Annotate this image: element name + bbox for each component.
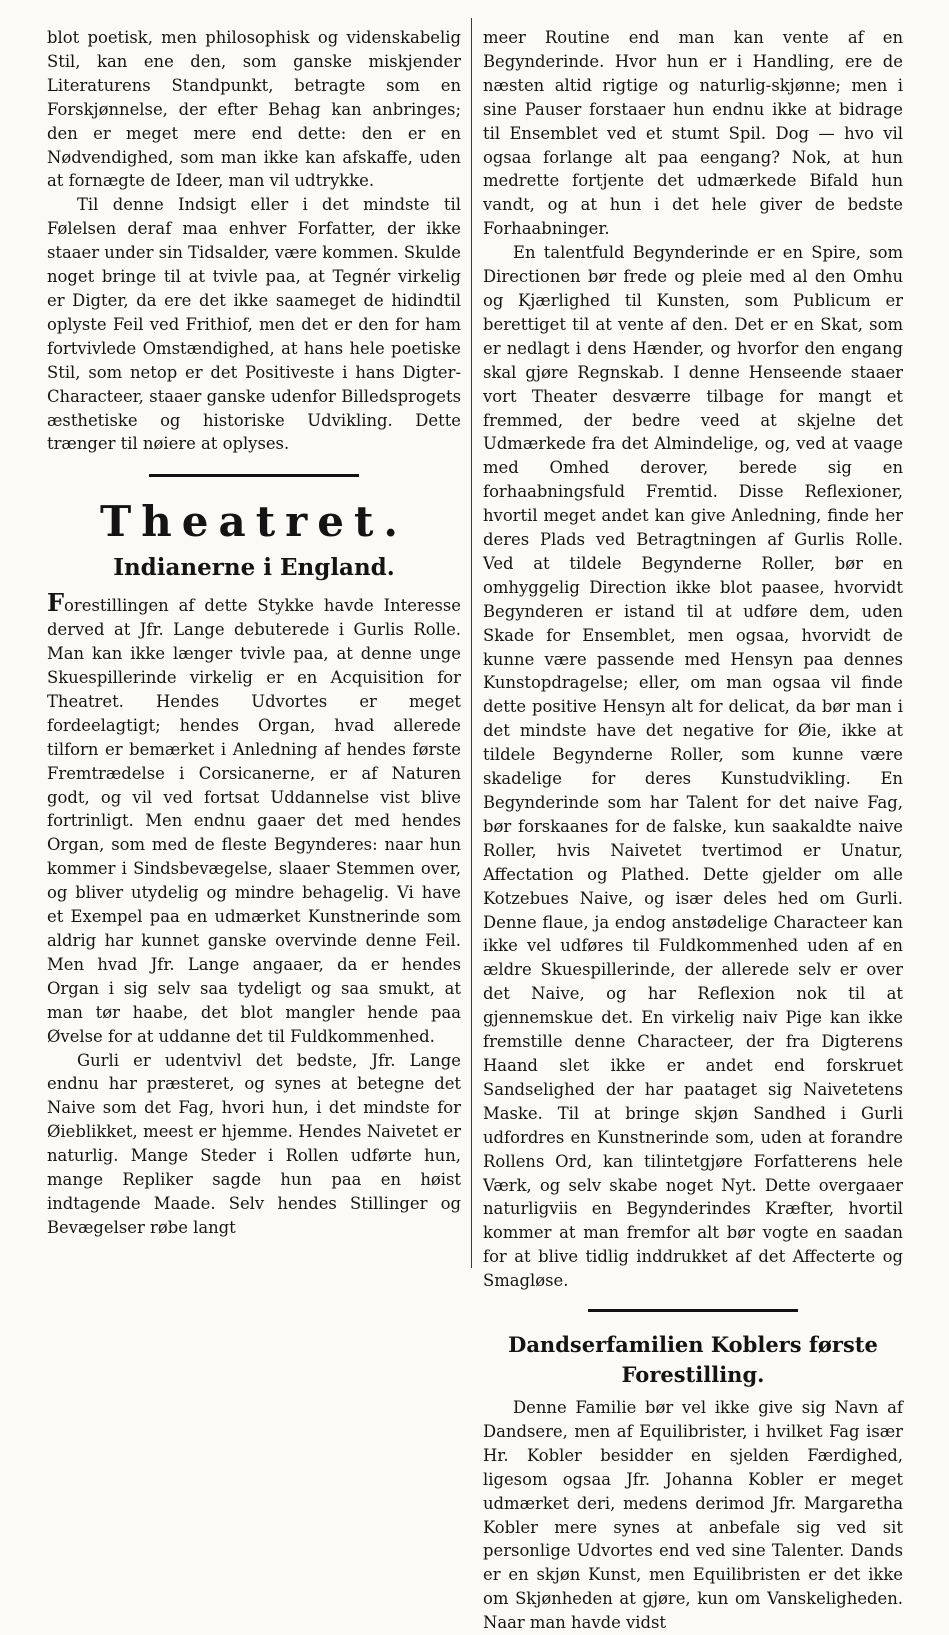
left-column [47, 26, 461, 1270]
section-heading-theatre: Theatret. [100, 497, 408, 547]
right-column [483, 26, 903, 1633]
left-paragraph-2: Til denne Indsigt eller i det mindste til Følelsen deraf maa enhver Forfatter, der ikke staaer under sin Tidsalder, være kommen. Skulde noget bringe til at tvivle paa, at Tegnér virkelig er Digter, da ere det ikke saameget de hidindtil oplyste Feil ved Frithiof, men det er den for ham fortvivlede Omstændighed, at hans hele poetiske Stil, som netop er det Positiveste i hans Digter-Characteer, staaer ganske udenfor Billedsprogets æsthetiske og historiske Udvikling. Dette trænger til nøiere at oplyses. [47, 195, 461, 454]
column-divider [471, 18, 472, 1268]
play-title: Indianerne i England. [113, 554, 395, 582]
drop-cap: F [47, 588, 65, 618]
right-paragraph-2: En talentfuld Begynderinde er en Spire, som Directionen bør frede og pleie med al den Omhu og Kjærlighed til Kunsten, som Publicum er berettiget til at vente af den. Det er en Skat, som er nedlagt i dens Hænder, og hvorfor den engang skal gjøre Regnskab. I denne Henseende staaer vort Theater desværre tilbage for mangt et fremmed, der bedre veed at skjelne det Udmærkede fra det Almindelige, og, ved at vaage med Omhed derover, berede sig en forhaabningsfuld Fremtid. Disse Reflexioner, hvortil meget andet kan give Anledning, finde her deres Plads ved Betragtningen af Gurlis Rolle. Ved at tildele Begynderne Roller, bør en omhyggelig Direction ikke blot paasee, hvorvidt Begynderen er istand til at udføre dem, uden Skade for Ensemblet, men ogsaa, hvorvidt de kunne være passende med Hensyn paa dennes Kunstopdragelse; eller, om man ogsaa vil finde dette positive Hensyn alt for delicat, da bør man i det mindste have det negative for Øie, ikke at tildele Begynderne Roller, som kunne være skadelige for deres Kunstudvikling. En Begynderinde som har Talent for det naive Fag, bør forskaanes for de falske, kun saakaldte naive Roller, hvis Naivetet tvertimod er Unatur, Affectation og Plathed. Dette gjelder om alle Kotzebues Naive, og især deles hed om Gurli. Denne flaue, ja endog anstødelige Characteer kan ikke vel udføres til Fuldkommenhed uden af en ældre Skuespillerinde, der allerede selv er over det Naive, og har Reflexion nok til at gjennemskue det. En virkelig naiv Pige kan ikke fremstille denne Characteer, der fra Digterens Haand slet ikke er andet end forskruet Sandselighed der har paataget sig Naivetetens Maske. Til at bringe skjøn Sandhed i Gurli udfordres en Kunstnerinde som, uden at forandre Rollens Ord, kan tilintetgjøre Forfatterens hele Værk, og selv skabe noget Nyt. Dette overgaaer naturligviis en Begynderindes Kræfter, hvortil kommer at man fremfor alt bør vogte en saadan for at blive tidlig inddrukket af det Affecterte og Smagløse. [483, 243, 903, 1291]
article-rule [588, 1309, 798, 1312]
section-rule [149, 474, 359, 477]
left-paragraph-3 [47, 588, 461, 1048]
left-paragraph-4: Gurli er udentvivl det bedste, Jfr. Lange endnu har præsteret, og synes at betegne det Naive som det Fag, hvori hun, i det mindste for Øieblikket, meest er hjemme. Hendes Naivetet er naturlig. Mange Steder i Rollen udførte hun, mange Repliker sagde hun paa en høist indtagende Maade. Selv hendes Stillinger og Bevægelser røbe langt [47, 1050, 461, 1237]
left-paragraph-3-text: orestillingen af dette Stykke havde Interesse derved at Jfr. Lange debuterede i Gurlis Rolle. Man kan ikke længer tvivle paa, at denne unge Skuespillerinde virkelig er en Acquisition for Theatret. Hendes Udvortes er meget fordeelagtigt; hendes Organ, hvad allerede tilforn er bemærket i Anledning af hendes første Fremtrædelse i Corsicanerne, er af Naturen godt, og vil ved fortsat Uddannelse vist blive fortrinligt. Men endnu gaaer det med hendes Organ, som med de fleste Begynderes: naar hun kommer i Sindsbevægelse, slaaer Stemmen over, og bliver utydelig og mindre behagelig. Vi have et Exempel paa en udmærket Kunstnerinde som aldrig har kunnet ganske overvinde denne Feil. Men hvad Jfr. Lange angaaer, da er hendes Organ i sig selv saa tydeligt og saa smukt, at man tør haabe, det blot mangler hende paa Øvelse for at uddanne det til Fuldkommenhed. [47, 596, 461, 1046]
article-heading-koblers: Dandserfamilien Koblers første Forestilling. [508, 1332, 878, 1388]
right-paragraph-3: Denne Familie bør vel ikke give sig Navn af Dandsere, men af Equilibrister, i hvilket Fag især Hr. Kobler besidder en sjelden Færdighed, ligesom ogsaa Jfr. Johanna Kobler er meget udmærket deri, medens derimod Jfr. Margaretha Kobler mere synes at anbefale sig ved sit personlige Udvortes end ved sine Talenter. Dands er en skjøn Kunst, men Equilibristen er det ikke om Skjønheden at gjøre, kun om Vanskeligheden. Naar man havde vidst [483, 1398, 903, 1633]
left-paragraph-1: blot poetisk, men philosophisk og videnskabelig Stil, kan ene den, som ganske miskjender Literaturens Standpunkt, betragte som en Forskjønnelse, der efter Behag kan anbringes; den er meget mere end dette: den er en Nødvendighed, som man ikke kan afskaffe, uden at fornægte de Ideer, man vil udtrykke. [47, 28, 461, 191]
right-paragraph-1: meer Routine end man kan vente af en Begynderinde. Hvor hun er i Handling, ere de næsten altid rigtige og naturlig-skjønne; men i sine Pauser forstaaer hun endnu ikke at bidrage til Ensemblet ved et stumt Spil. Dog — hvo vil ogsaa forlange alt paa eengang? Nok, at hun medrette fortjente det udmærkede Bifald hun vandt, og at hun i det hele giver de bedste Forhaabninger. [483, 28, 903, 239]
